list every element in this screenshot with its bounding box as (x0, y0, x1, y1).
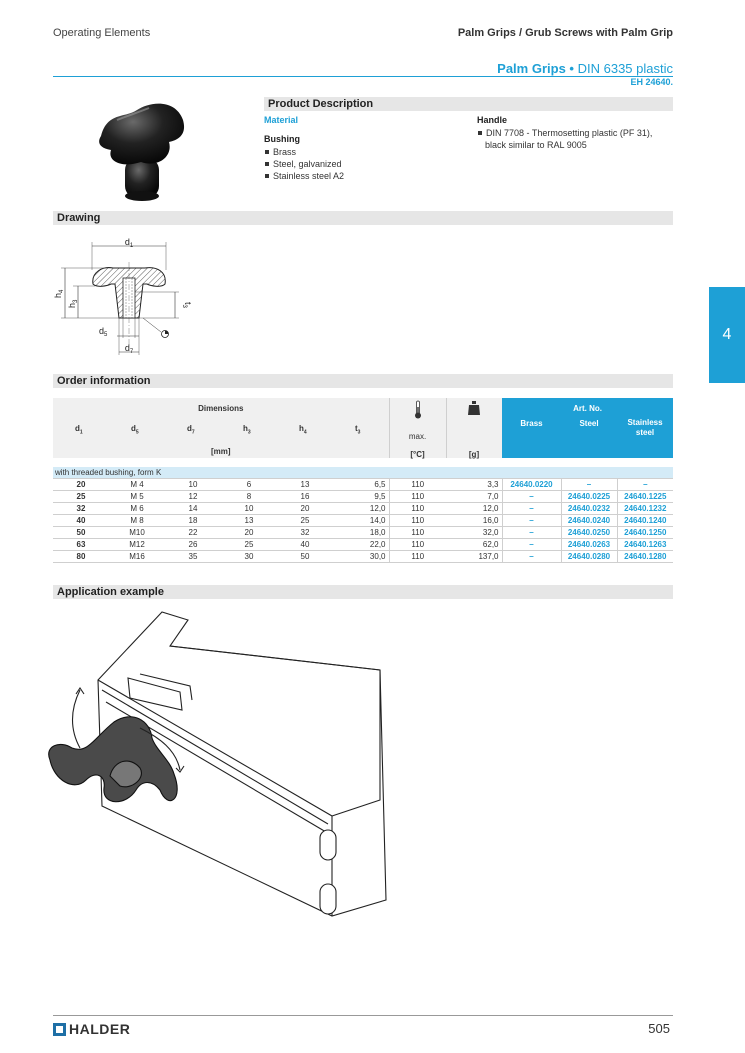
cell-stainless[interactable]: 24640.1240 (617, 515, 673, 527)
variant-row (53, 467, 673, 479)
col-stainless: Stainless steel (617, 418, 673, 444)
handle-description: DIN 7708 - Thermosetting plastic (PF 31), black similar to RAL 9005 (477, 127, 677, 151)
list-item: Steel, galvanized (264, 158, 344, 170)
footer-divider (53, 1015, 673, 1016)
svg-text:h4: $h_4$ (53, 289, 65, 298)
col-d1: $d_1$ (53, 418, 109, 444)
cell-d5: M10 (109, 527, 165, 539)
col-steel: Steel (561, 418, 617, 444)
cell-d5: M 5 (109, 491, 165, 503)
technical-drawing (53, 232, 203, 360)
cell-d7: 26 (165, 539, 221, 551)
cell-d1: 32 (53, 503, 109, 515)
cell-h4: 25 (277, 515, 333, 527)
cell-h3: 25 (221, 539, 277, 551)
cell-brass: – (502, 539, 561, 551)
cell-h3: 6 (221, 479, 277, 491)
cell-t3: 30,0 (333, 551, 389, 563)
cell-brass: – (502, 491, 561, 503)
table-units-row (53, 444, 673, 458)
table-row (53, 551, 673, 563)
page-number: 505 (648, 1021, 670, 1036)
bushing-title: Bushing (264, 134, 300, 144)
unit-mm: [mm] (53, 444, 389, 458)
col-h3: $h_3$ (221, 418, 277, 444)
cell-steel[interactable]: 24640.0240 (561, 515, 617, 527)
col-d7: $d_7$ (165, 418, 221, 444)
cell-g: 62,0 (446, 539, 502, 551)
cell-d1: 50 (53, 527, 109, 539)
svg-text:d7: $d_7$ (124, 343, 134, 355)
cell-d5: M12 (109, 539, 165, 551)
cell-d5: M16 (109, 551, 165, 563)
cell-h3: 13 (221, 515, 277, 527)
cell-stainless[interactable]: 24640.1280 (617, 551, 673, 563)
cell-brass: – (502, 551, 561, 563)
table-row (53, 515, 673, 527)
col-t3: $t_3$ (333, 418, 389, 444)
svg-text:d5: $d_5$ (99, 326, 108, 338)
cell-brass[interactable]: 24640.0220 (502, 479, 561, 491)
table-header-row (53, 398, 673, 418)
cell-steel[interactable]: 24640.0263 (561, 539, 617, 551)
cell-temp: 110 (389, 539, 446, 551)
application-example-heading: Application example (53, 585, 673, 599)
cell-g: 16,0 (446, 515, 502, 527)
cell-g: 137,0 (446, 551, 502, 563)
cell-h4: 16 (277, 491, 333, 503)
cell-temp: 110 (389, 491, 446, 503)
svg-text:d1: $d_1$ (124, 237, 134, 249)
palm-grip-product-image (97, 96, 187, 202)
cell-h4: 20 (277, 503, 333, 515)
list-item: Brass (264, 146, 344, 158)
cell-d1: 25 (53, 491, 109, 503)
cell-d1: 80 (53, 551, 109, 563)
cell-steel[interactable]: 24640.0280 (561, 551, 617, 563)
max-label: max. (408, 432, 427, 441)
cell-g: 7,0 (446, 491, 502, 503)
weight-icon (467, 400, 481, 416)
product-title-sub: DIN 6335 plastic (577, 61, 673, 76)
table-row (53, 527, 673, 539)
table-row (53, 503, 673, 515)
cell-stainless[interactable]: 24640.1250 (617, 527, 673, 539)
header-section-label: Operating Elements (53, 27, 151, 39)
cell-d1: 20 (53, 479, 109, 491)
order-table-body (53, 467, 673, 563)
header-chapter-title: Palm Grips / Grub Screws with Palm Grip (457, 27, 673, 39)
col-d5: $d_5$ (109, 418, 165, 444)
cell-h3: 30 (221, 551, 277, 563)
cell-steel: – (561, 479, 617, 491)
cell-h3: 20 (221, 527, 277, 539)
cell-stainless: – (617, 479, 673, 491)
material-label: Material (264, 115, 299, 125)
cell-d5: M 4 (109, 479, 165, 491)
cell-g: 3,3 (446, 479, 502, 491)
cell-t3: 9,5 (333, 491, 389, 503)
cell-h3: 8 (221, 491, 277, 503)
cell-t3: 6,5 (333, 479, 389, 491)
cell-d7: 35 (165, 551, 221, 563)
product-description-heading: Product Description (264, 97, 673, 111)
cell-temp: 110 (389, 479, 446, 491)
title-bullet: • (569, 61, 574, 76)
art-no-header: Art. No. (502, 398, 673, 418)
table-row (53, 479, 673, 491)
cell-h4: 40 (277, 539, 333, 551)
weight-column (446, 398, 502, 458)
svg-text:t3: $t_3$ (181, 302, 193, 308)
table-subheader-row (53, 418, 673, 444)
handle-title: Handle (477, 115, 508, 125)
cell-stainless[interactable]: 24640.1225 (617, 491, 673, 503)
col-h4: $h_4$ (277, 418, 333, 444)
cell-steel[interactable]: 24640.0250 (561, 527, 617, 539)
product-code: EH 24640. (630, 77, 673, 87)
order-table (53, 398, 673, 458)
table-row (53, 491, 673, 503)
product-title-main: Palm Grips (497, 61, 566, 76)
cell-d7: 22 (165, 527, 221, 539)
cell-temp: 110 (389, 503, 446, 515)
halder-logo-icon (53, 1023, 66, 1036)
cell-stainless[interactable]: 24640.1263 (617, 539, 673, 551)
chapter-tab: 4 (709, 287, 745, 383)
header-divider (53, 76, 673, 77)
product-title (497, 61, 673, 76)
svg-text:h3: $h_3$ (67, 299, 79, 308)
cell-t3: 14,0 (333, 515, 389, 527)
cell-temp: 110 (389, 515, 446, 527)
order-rows (53, 479, 673, 563)
variant-label: with threaded bushing, form K (53, 467, 673, 479)
cell-d7: 14 (165, 503, 221, 515)
unit-celsius: [°C] (410, 450, 425, 459)
cell-steel[interactable]: 24640.0232 (561, 503, 617, 515)
cell-brass: – (502, 503, 561, 515)
cell-h4: 50 (277, 551, 333, 563)
cell-steel[interactable]: 24640.0225 (561, 491, 617, 503)
cell-temp: 110 (389, 527, 446, 539)
cell-brass: – (502, 515, 561, 527)
halder-logo: HALDER (53, 1021, 130, 1037)
cell-h3: 10 (221, 503, 277, 515)
cell-d5: M 6 (109, 503, 165, 515)
application-example-illustration (40, 610, 410, 930)
cell-g: 12,0 (446, 503, 502, 515)
drawing-heading: Drawing (53, 211, 673, 225)
table-row (53, 539, 673, 551)
cell-temp: 110 (389, 551, 446, 563)
cell-t3: 12,0 (333, 503, 389, 515)
cell-d7: 12 (165, 491, 221, 503)
bushing-list (264, 146, 344, 182)
cell-t3: 18,0 (333, 527, 389, 539)
thermometer-icon (413, 400, 423, 420)
cell-brass: – (502, 527, 561, 539)
unit-gram: [g] (468, 450, 480, 459)
cell-h4: 13 (277, 479, 333, 491)
cell-d1: 63 (53, 539, 109, 551)
cell-d5: M 8 (109, 515, 165, 527)
cell-g: 32,0 (446, 527, 502, 539)
temperature-column (389, 398, 446, 458)
dimensions-header: Dimensions (53, 398, 389, 418)
cell-stainless[interactable]: 24640.1232 (617, 503, 673, 515)
cell-t3: 22,0 (333, 539, 389, 551)
col-brass: Brass (502, 418, 561, 444)
cell-d1: 40 (53, 515, 109, 527)
list-item: Stainless steel A2 (264, 170, 344, 182)
cell-d7: 18 (165, 515, 221, 527)
cell-d7: 10 (165, 479, 221, 491)
cell-h4: 32 (277, 527, 333, 539)
order-information-heading: Order information (53, 374, 673, 388)
